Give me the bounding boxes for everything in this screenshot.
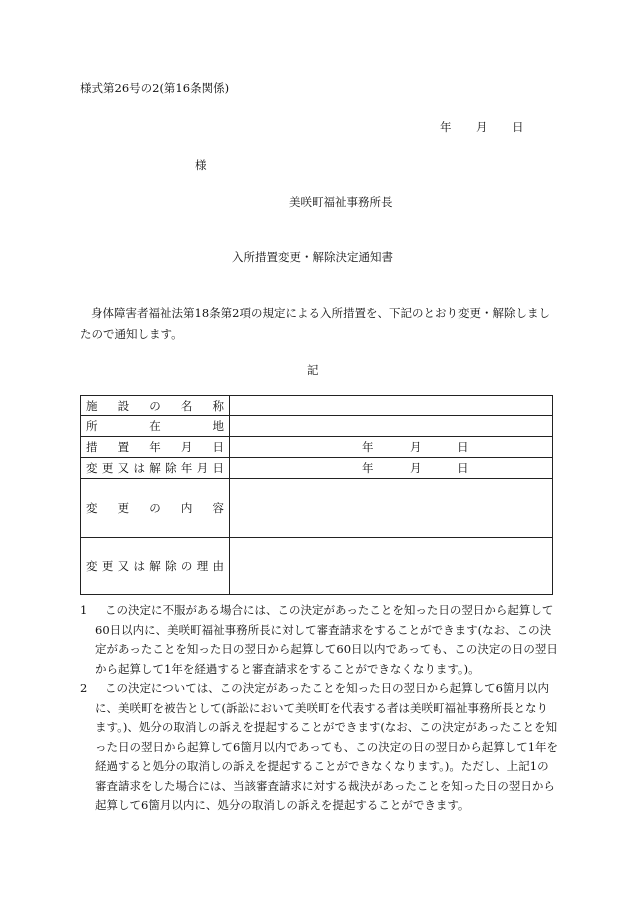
- table-row: [81, 479, 553, 538]
- label-char: 又: [117, 461, 130, 475]
- label-char: 変: [86, 559, 98, 573]
- addressee-suffix: 様: [195, 158, 207, 172]
- date-cells: [230, 439, 552, 455]
- label-char: 容: [212, 501, 224, 515]
- label-char: 月: [180, 440, 193, 454]
- label-char: 名: [180, 398, 193, 413]
- change-date-label: [81, 458, 230, 479]
- table-row: [81, 538, 553, 595]
- change-reason-value[interactable]: [230, 538, 553, 595]
- date-year: 年: [362, 440, 374, 454]
- ki-heading: 記: [307, 363, 319, 377]
- table-row: [81, 416, 553, 437]
- label-char: 解: [149, 559, 161, 573]
- label-char: 所: [86, 419, 98, 433]
- label-char: 在: [149, 419, 161, 433]
- label-chars: [86, 460, 224, 476]
- form-number: 様式第26号の2(第16条関係): [80, 81, 230, 95]
- label-char: 又: [117, 559, 130, 573]
- label-char: 地: [212, 419, 224, 433]
- note-item: [80, 601, 558, 679]
- label-char: 除: [165, 559, 177, 573]
- label-chars: [86, 500, 224, 516]
- label-char: は: [133, 559, 145, 573]
- label-char: 更: [101, 461, 114, 475]
- placement-date-value[interactable]: [230, 437, 553, 458]
- label-char: の: [149, 501, 161, 515]
- label-char: 日: [212, 461, 224, 475]
- date-day: 日: [512, 120, 524, 134]
- label-chars: [86, 418, 224, 434]
- date-day: 日: [457, 440, 469, 454]
- label-char: 月: [196, 461, 209, 475]
- note-item: [80, 679, 558, 816]
- date-day: 日: [457, 461, 469, 475]
- label-char: 解: [149, 461, 161, 475]
- issuer-name: 美咲町福祉事務所長: [289, 195, 393, 209]
- document-title: 入所措置変更・解除決定通知書: [232, 250, 393, 264]
- label-char: 除: [165, 461, 177, 475]
- date-year: 年: [440, 120, 452, 134]
- table-row: [81, 396, 553, 416]
- date-month: 月: [410, 440, 422, 454]
- note-text: この決定に不服がある場合には、この決定があったことを知った日の翌日から起算して60日以内に、美咲町福祉事務所長に対して審査請求をすることができます(なお、この決定があったことを知った日の翌日から起算して60日以内であっても、この決定の日の翌日から起算して1年を経過すると審査請求をすることができなくなります。)。: [95, 603, 558, 676]
- label-char: 更: [117, 501, 130, 515]
- change-content-value[interactable]: [230, 479, 553, 538]
- notes: [80, 601, 558, 816]
- label-char: 称: [212, 398, 224, 413]
- label-char: 置: [117, 440, 130, 454]
- label-char: 更: [101, 559, 114, 573]
- date-year: 年: [362, 461, 374, 475]
- date-month: 月: [410, 461, 422, 475]
- label-char: 年: [149, 440, 161, 454]
- label-char: 日: [212, 440, 224, 454]
- note-number: 2: [80, 681, 88, 695]
- table-row: [81, 437, 553, 458]
- change-content-label: [81, 479, 230, 538]
- label-chars: [86, 558, 224, 574]
- note-text: この決定については、この決定があったことを知った日の翌日から起算して6箇月以内に、美咲町を被告として(訴訟において美咲町を代表する者は美咲町福祉事務所長となります。)、処分の取消しの訴えを提起することができます(なお、この決定があったことを知った日の翌日から起算して6箇月以内であっても、この決定の日の翌日から起算して1年を経過すると処分の取消しの訴えを提起することができなくなります。)。ただし、上記1の審査請求をした場合には、当該審査請求に対する裁決があったことを知った日の翌日から起算して6箇月以内に、処分の取消しの訴えを提起することができます。: [95, 681, 559, 812]
- label-chars: [86, 398, 224, 414]
- label-char: 施: [86, 398, 98, 413]
- details-table: [80, 395, 553, 595]
- label-char: 年: [180, 461, 193, 475]
- change-reason-label: [81, 538, 230, 595]
- date-cells: [230, 460, 552, 476]
- label-char: の: [180, 559, 193, 573]
- label-char: 変: [86, 461, 98, 475]
- notice-date: [440, 119, 524, 135]
- facility-name-value[interactable]: [230, 396, 553, 416]
- change-date-value[interactable]: [230, 458, 553, 479]
- label-char: 理: [196, 559, 209, 573]
- label-char: 措: [86, 440, 98, 454]
- label-char: 由: [212, 559, 224, 573]
- label-char: 変: [86, 501, 98, 515]
- table-row: [81, 458, 553, 479]
- note-number: 1: [80, 603, 88, 617]
- label-char: 内: [180, 501, 193, 515]
- date-month: 月: [476, 120, 488, 134]
- label-char: 設: [117, 398, 130, 413]
- body-text: 身体障害者福祉法第18条第2項の規定による入所措置を、下記のとおり変更・解除しましたので通知します。: [80, 306, 550, 341]
- label-char: は: [133, 461, 145, 475]
- label-char: の: [149, 398, 161, 413]
- address-label: [81, 416, 230, 437]
- label-chars: [86, 439, 224, 455]
- placement-date-label: [81, 437, 230, 458]
- facility-name-label: [81, 396, 230, 416]
- address-value[interactable]: [230, 416, 553, 437]
